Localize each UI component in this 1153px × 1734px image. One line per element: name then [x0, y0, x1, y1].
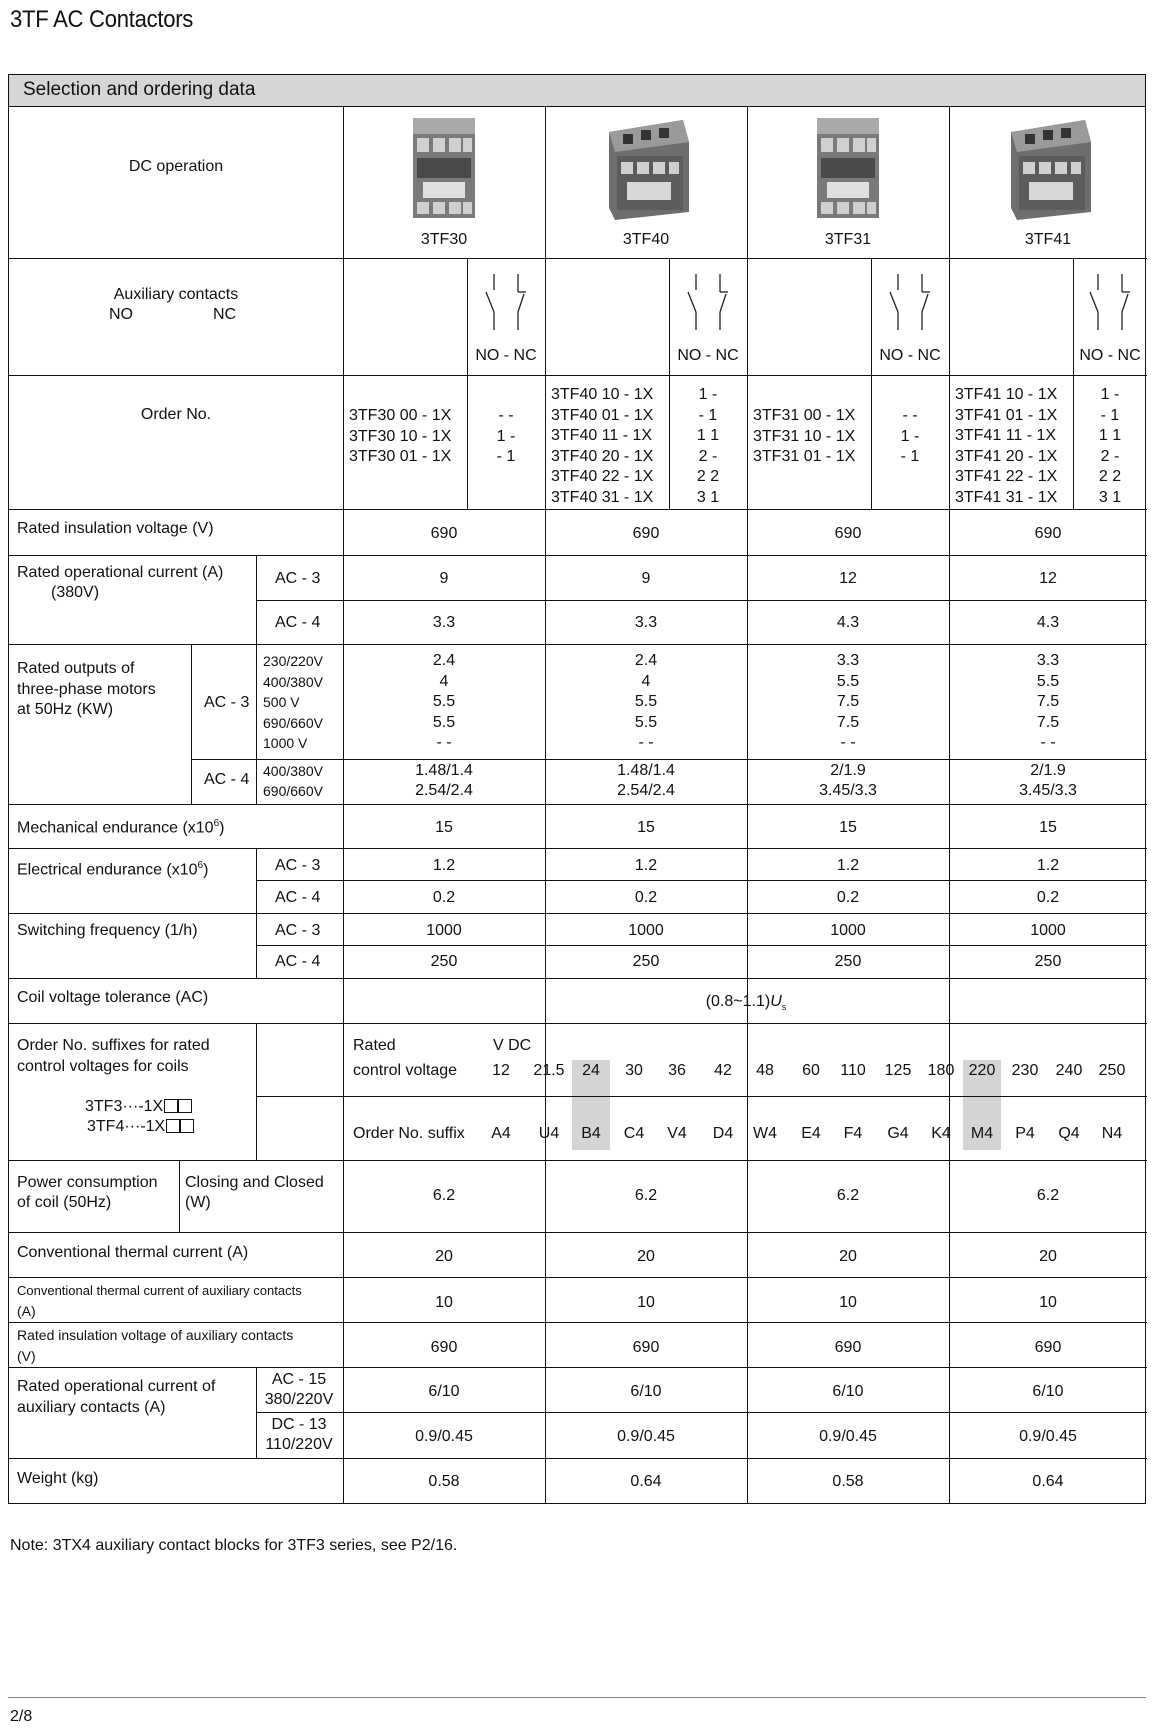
- footer-rule: [8, 1697, 1146, 1698]
- control-voltage-value: 42: [714, 1062, 732, 1079]
- contact-config: 2 2: [696, 468, 720, 485]
- motor-output-value: 2.4: [432, 652, 456, 669]
- motor-output-value: 2.54/2.4: [617, 782, 675, 799]
- motor-output-value: - -: [1040, 734, 1056, 752]
- contact-config: - 1: [900, 448, 920, 465]
- column-divider: [871, 258, 872, 509]
- column-divider: [191, 644, 192, 804]
- electrical-endurance-value: 1.2: [836, 857, 860, 874]
- mechanical-endurance-value: 15: [435, 819, 453, 836]
- aux-insulation-voltage-label: Rated insulation voltage of auxiliary contacts: [17, 1327, 294, 1343]
- order-suffix-code: C4: [623, 1125, 645, 1142]
- row-divider: [9, 258, 1147, 259]
- order-number: 3TF41 10 - 1X: [955, 386, 1058, 403]
- motor-output-value: - -: [436, 734, 452, 752]
- motor-output-value: 7.5: [1036, 713, 1060, 731]
- order-number: 3TF40 01 - 1X: [551, 406, 654, 424]
- switching-frequency-value: 1000: [628, 922, 664, 939]
- no-nc-column-label: NO - NC: [1079, 347, 1141, 364]
- vdc-label: V DC: [493, 1037, 532, 1054]
- rated-operational-current-label: Rated operational current (A): [17, 564, 224, 581]
- switching-frequency-label: Switching frequency (1/h): [17, 922, 198, 939]
- contactor-photo-icon: [403, 112, 485, 229]
- mechanical-endurance-label: Mechanical endurance $(x10^6)$: [17, 818, 225, 837]
- row-divider: [9, 913, 1147, 914]
- coil-voltage-tolerance-value: $(0.8\sim 1.1)U_s$: [705, 993, 787, 1013]
- contact-config: 2 -: [698, 447, 718, 465]
- suffix-label: control voltages for coils: [17, 1058, 189, 1075]
- motor-output-value: 5.5: [836, 672, 860, 690]
- voltage-label: 500 V: [263, 694, 300, 711]
- aux-insulation-voltage-label: (V): [17, 1348, 36, 1364]
- row-divider: [9, 848, 1147, 849]
- rated-insulation-voltage-value: 690: [632, 525, 660, 542]
- ac3-label: AC - 3: [275, 857, 321, 874]
- order-number: 3TF40 11 - 1X: [551, 427, 653, 444]
- page-number: 2/8: [10, 1708, 33, 1725]
- order-suffix-code: F4: [843, 1125, 863, 1142]
- row-divider: [9, 1023, 1147, 1024]
- ac4-label: AC - 4: [275, 953, 321, 970]
- power-consumption-value: 6.2: [1036, 1187, 1060, 1204]
- motor-output-value: 1.48/1.4: [617, 762, 675, 779]
- contact-config: 2 -: [1100, 447, 1120, 465]
- rated-outputs-label: Rated outputs of: [17, 660, 135, 677]
- control-voltage-value: 48: [756, 1062, 774, 1079]
- motor-output-value: 2/1.9: [830, 762, 866, 779]
- section-header: [8, 74, 1146, 107]
- thermal-current-value: 20: [435, 1248, 453, 1265]
- aux-insulation-voltage-value: 690: [834, 1339, 862, 1356]
- column-divider: [179, 1160, 180, 1232]
- power-consumption-value: 6.2: [432, 1187, 456, 1204]
- contactor-photo-icon: [597, 112, 695, 229]
- aux-operational-current-label: auxiliary contacts (A): [17, 1399, 166, 1416]
- order-number: 3TF41 31 - 1X: [955, 488, 1058, 506]
- mechanical-endurance-value: 15: [637, 819, 655, 836]
- aux-operational-current-label: Rated operational current of: [17, 1378, 216, 1395]
- contact-config: - 1: [496, 448, 516, 465]
- weight-value: 0.64: [1032, 1473, 1064, 1490]
- control-voltage-value: 36: [668, 1062, 686, 1079]
- motor-output-value: 2.54/2.4: [415, 782, 473, 799]
- motor-output-value: 2/1.9: [1030, 762, 1066, 779]
- ac3-label: AC - 3: [275, 570, 321, 587]
- order-suffix-code: B4: [581, 1125, 601, 1142]
- aux-dc13-value: 0.9/0.45: [415, 1428, 473, 1445]
- order-no-label: Order No.: [140, 406, 212, 423]
- contact-config: - 1: [698, 406, 718, 424]
- aux-ac15-value: 6/10: [1032, 1383, 1064, 1400]
- column-divider: [467, 258, 468, 509]
- order-suffix-label: Order No. suffix: [353, 1125, 465, 1142]
- row-divider: [256, 1412, 1147, 1413]
- motor-output-value: - -: [840, 734, 856, 752]
- page-title: 3TF AC Contactors: [10, 6, 194, 33]
- ac3-current-value: 9: [439, 570, 449, 587]
- contactor-photo-icon: [999, 112, 1097, 229]
- aux-thermal-current-label: Conventional thermal current of auxiliary contacts: [17, 1283, 302, 1298]
- control-voltage-value: 220: [968, 1062, 996, 1079]
- order-suffix-code: E4: [801, 1125, 821, 1142]
- electrical-endurance-value: 1.2: [432, 857, 456, 874]
- contact-config: 3 1: [696, 488, 720, 506]
- ac4-label: AC - 4: [275, 889, 321, 906]
- no-nc-contact-symbol-icon: [1084, 272, 1136, 337]
- control-voltage-label: control voltage: [353, 1062, 458, 1079]
- order-number: 3TF40 20 - 1X: [551, 447, 654, 465]
- order-suffix-code: M4: [970, 1125, 994, 1142]
- contact-config: - -: [902, 407, 918, 424]
- coil-code-template: 3TF4···-1X: [87, 1117, 194, 1137]
- motor-output-value: 2.4: [634, 652, 658, 669]
- row-divider: [256, 945, 1147, 946]
- aux-thermal-current-value: 10: [637, 1294, 655, 1311]
- row-divider: [9, 1232, 1147, 1233]
- product-model-3tf30: 3TF30: [420, 231, 468, 248]
- order-number: 3TF30 10 - 1X: [349, 427, 452, 445]
- control-voltage-value: 24: [582, 1062, 600, 1079]
- order-suffix-code: A4: [491, 1125, 511, 1142]
- power-consumption-value: 6.2: [836, 1187, 860, 1204]
- contact-config: 2 2: [1098, 468, 1122, 485]
- section-title: Selection and ordering data: [23, 79, 256, 100]
- contact-config: 1 1: [696, 427, 720, 444]
- order-number: 3TF41 22 - 1X: [955, 468, 1058, 485]
- row-divider: [9, 1458, 1147, 1459]
- weight-value: 0.64: [630, 1473, 662, 1490]
- coil-code-template: 3TF3···-1X: [85, 1097, 192, 1117]
- order-number: 3TF31 10 - 1X: [753, 427, 856, 445]
- row-divider: [256, 1096, 1147, 1097]
- aux-thermal-current-label: (A): [17, 1303, 36, 1319]
- no-nc-contact-symbol-icon: [480, 272, 532, 337]
- row-divider: [9, 804, 1147, 805]
- contactor-photo-icon: [807, 112, 889, 229]
- electrical-endurance-value: 0.2: [1036, 889, 1060, 906]
- order-suffix-code: N4: [1101, 1125, 1123, 1142]
- voltage-label: 230/220V: [263, 653, 323, 669]
- thermal-current-value: 20: [1039, 1248, 1057, 1265]
- coil-voltage-tolerance-label: Coil voltage tolerance (AC): [17, 989, 209, 1006]
- row-divider: [9, 1277, 1147, 1278]
- aux-ac15-value: 6/10: [428, 1383, 460, 1400]
- dc-operation-label: DC operation: [128, 158, 224, 175]
- power-consumption-sub: (W): [185, 1194, 211, 1211]
- aux-ac15-value: 6/10: [832, 1383, 864, 1400]
- switching-frequency-value: 1000: [1030, 922, 1066, 939]
- row-divider: [9, 644, 1147, 645]
- rated-outputs-label: at 50Hz (KW): [17, 701, 114, 718]
- aux-dc13-value: 0.9/0.45: [617, 1428, 675, 1445]
- voltage-label: 1000 V: [263, 735, 308, 752]
- aux-no-label: NO: [109, 306, 133, 323]
- motor-output-value: 5.5: [634, 693, 658, 711]
- rated-outputs-label: three-phase motors: [17, 680, 156, 698]
- order-suffix-code: P4: [1015, 1125, 1035, 1142]
- product-model-3tf40: 3TF40: [622, 231, 670, 248]
- column-divider: [256, 644, 257, 804]
- order-number: 3TF40 31 - 1X: [551, 488, 654, 506]
- order-number: 3TF30 01 - 1X: [349, 448, 452, 465]
- aux-insulation-voltage-value: 690: [430, 1339, 458, 1356]
- contact-config: 1 1: [1098, 427, 1122, 444]
- column-divider: [256, 1023, 257, 1160]
- thermal-current-label: Conventional thermal current (A): [17, 1244, 249, 1261]
- contact-config: 1 -: [496, 427, 516, 445]
- mechanical-endurance-value: 15: [839, 819, 857, 836]
- aux-insulation-voltage-value: 690: [1034, 1339, 1062, 1356]
- weight-value: 0.58: [428, 1473, 460, 1490]
- order-suffix-code: V4: [667, 1125, 687, 1142]
- order-suffix-code: Q4: [1058, 1125, 1080, 1142]
- row-divider: [256, 880, 1147, 881]
- motor-output-value: 3.3: [1036, 652, 1060, 669]
- ac3-current-value: 12: [1039, 570, 1057, 587]
- ac4-current-value: 4.3: [836, 614, 860, 631]
- row-divider: [9, 1322, 1147, 1323]
- order-suffix-code: D4: [712, 1125, 734, 1142]
- rated-insulation-voltage-value: 690: [1034, 525, 1062, 542]
- rated-operational-current-sub: (380V): [51, 584, 100, 601]
- contact-config: - 1: [1100, 406, 1120, 424]
- order-number: 3TF40 22 - 1X: [551, 468, 654, 485]
- electrical-endurance-value: 0.2: [432, 889, 456, 906]
- motor-output-value: 7.5: [836, 693, 860, 711]
- ac4-current-value: 4.3: [1036, 614, 1060, 631]
- order-suffix-code: U4: [538, 1125, 560, 1142]
- row-divider: [9, 555, 1147, 556]
- row-divider: [256, 600, 1147, 601]
- product-model-3tf41: 3TF41: [1024, 231, 1072, 248]
- control-voltage-value: 180: [927, 1062, 955, 1079]
- motor-output-value: 4: [641, 672, 651, 690]
- spec-table: [8, 106, 1146, 1504]
- aux-dc13-value: 0.9/0.45: [819, 1428, 877, 1445]
- aux-contacts-label: Auxiliary contacts: [113, 286, 239, 303]
- electrical-endurance-label: Electrical endurance $(x10^6)$: [17, 860, 209, 879]
- aux-thermal-current-value: 10: [839, 1294, 857, 1311]
- weight-label: Weight (kg): [17, 1470, 99, 1487]
- switching-frequency-value: 250: [834, 953, 862, 970]
- ac4-current-value: 3.3: [634, 614, 658, 631]
- no-nc-contact-symbol-icon: [884, 272, 936, 337]
- motor-output-value: 5.5: [432, 693, 456, 711]
- switching-frequency-value: 1000: [426, 922, 462, 939]
- aux-thermal-current-value: 10: [435, 1294, 453, 1311]
- control-voltage-value: 60: [802, 1062, 820, 1079]
- dc13-label: DC - 13: [271, 1416, 327, 1433]
- control-voltage-value: 12: [492, 1062, 510, 1079]
- motor-output-value: 3.45/3.3: [819, 782, 877, 799]
- weight-value: 0.58: [832, 1473, 864, 1490]
- motor-output-value: 5.5: [432, 713, 456, 731]
- motor-output-value: 7.5: [836, 713, 860, 731]
- order-number: 3TF41 11 - 1X: [955, 427, 1057, 444]
- power-consumption-label: of coil (50Hz): [17, 1194, 112, 1211]
- aux-thermal-current-value: 10: [1039, 1294, 1057, 1311]
- ac15-label: AC - 15: [271, 1371, 327, 1388]
- no-nc-contact-symbol-icon: [682, 272, 734, 337]
- product-model-3tf31: 3TF31: [824, 231, 872, 248]
- no-nc-column-label: NO - NC: [879, 347, 941, 364]
- motor-output-value: 5.5: [1036, 672, 1060, 690]
- order-number: 3TF41 20 - 1X: [955, 447, 1058, 465]
- electrical-endurance-value: 1.2: [1036, 857, 1060, 874]
- electrical-endurance-value: 1.2: [634, 857, 658, 874]
- electrical-endurance-value: 0.2: [634, 889, 658, 906]
- order-number: 3TF40 10 - 1X: [551, 386, 654, 403]
- motor-output-value: 5.5: [634, 713, 658, 731]
- switching-frequency-value: 250: [1034, 953, 1062, 970]
- motor-output-value: 3.45/3.3: [1019, 782, 1077, 799]
- ac4-label: AC - 4: [275, 614, 321, 631]
- power-consumption-value: 6.2: [634, 1187, 658, 1204]
- motor-output-value: - -: [638, 734, 654, 752]
- rated-insulation-voltage-label: Rated insulation voltage (V): [17, 520, 214, 537]
- order-number: 3TF30 00 - 1X: [349, 407, 452, 424]
- motor-output-value: 3.3: [836, 652, 860, 669]
- rated-insulation-voltage-value: 690: [430, 525, 458, 542]
- thermal-current-value: 20: [839, 1248, 857, 1265]
- order-suffix-code: G4: [887, 1125, 909, 1142]
- row-divider: [9, 509, 1147, 510]
- control-voltage-value: 125: [884, 1062, 912, 1079]
- contact-config: - -: [498, 407, 514, 424]
- switching-frequency-value: 1000: [830, 922, 866, 939]
- thermal-current-value: 20: [637, 1248, 655, 1265]
- order-number: 3TF41 01 - 1X: [955, 406, 1058, 424]
- no-nc-column-label: NO - NC: [475, 347, 537, 364]
- voltage-label: 690/660V: [263, 714, 323, 731]
- aux-nc-label: NC: [213, 306, 237, 323]
- ac4-current-value: 3.3: [432, 614, 456, 631]
- contact-config: 1 -: [1100, 386, 1120, 403]
- rated-label: Rated: [353, 1037, 396, 1054]
- electrical-endurance-value: 0.2: [836, 889, 860, 906]
- motor-output-value: 1.48/1.4: [415, 762, 473, 779]
- motor-output-value: 7.5: [1036, 693, 1060, 711]
- aux-insulation-voltage-value: 690: [632, 1339, 660, 1356]
- control-voltage-value: 30: [625, 1062, 643, 1079]
- ac3-label: AC - 3: [204, 694, 250, 711]
- ac3-current-value: 9: [641, 570, 651, 587]
- aux-dc13-value: 0.9/0.45: [1019, 1428, 1077, 1445]
- switching-frequency-value: 250: [430, 953, 458, 970]
- control-voltage-value: 230: [1011, 1062, 1039, 1079]
- ac4-label: AC - 4: [204, 771, 250, 788]
- voltage-label: 400/380V: [263, 763, 323, 779]
- footnote: Note: 3TX4 auxiliary contact blocks for 3TF3 series, see P2/16.: [10, 1537, 458, 1554]
- power-consumption-label: Power consumption: [17, 1174, 158, 1191]
- row-divider: [9, 978, 1147, 979]
- dc13-voltage-label: 110/220V: [265, 1436, 333, 1453]
- control-voltage-value: 110: [840, 1062, 866, 1079]
- voltage-label: 400/380V: [263, 673, 323, 690]
- order-number: 3TF31 00 - 1X: [753, 407, 856, 424]
- motor-output-value: 4: [439, 672, 449, 690]
- ac3-label: AC - 3: [275, 922, 321, 939]
- contact-config: 1 -: [900, 427, 920, 445]
- row-divider: [9, 1367, 1147, 1368]
- row-divider: [191, 759, 1147, 760]
- control-voltage-value: 240: [1055, 1062, 1083, 1079]
- control-voltage-value: 250: [1098, 1062, 1126, 1079]
- control-voltage-value: 21.5: [533, 1062, 565, 1079]
- contact-config: 3 1: [1098, 488, 1122, 506]
- voltage-label: 690/660V: [263, 783, 323, 799]
- switching-frequency-value: 250: [632, 953, 660, 970]
- ac15-voltage-label: 380/220V: [264, 1391, 334, 1408]
- no-nc-column-label: NO - NC: [677, 347, 739, 364]
- mechanical-endurance-value: 15: [1039, 819, 1057, 836]
- order-suffix-code: W4: [753, 1125, 777, 1142]
- row-divider: [9, 375, 1147, 376]
- contact-config: 1 -: [698, 386, 718, 403]
- power-consumption-sub: Closing and Closed: [185, 1174, 324, 1191]
- order-number: 3TF31 01 - 1X: [753, 448, 856, 465]
- suffix-label: Order No. suffixes for rated: [17, 1037, 210, 1054]
- ac3-current-value: 12: [839, 570, 857, 587]
- order-suffix-code: K4: [931, 1125, 951, 1142]
- rated-insulation-voltage-value: 690: [834, 525, 862, 542]
- aux-ac15-value: 6/10: [630, 1383, 662, 1400]
